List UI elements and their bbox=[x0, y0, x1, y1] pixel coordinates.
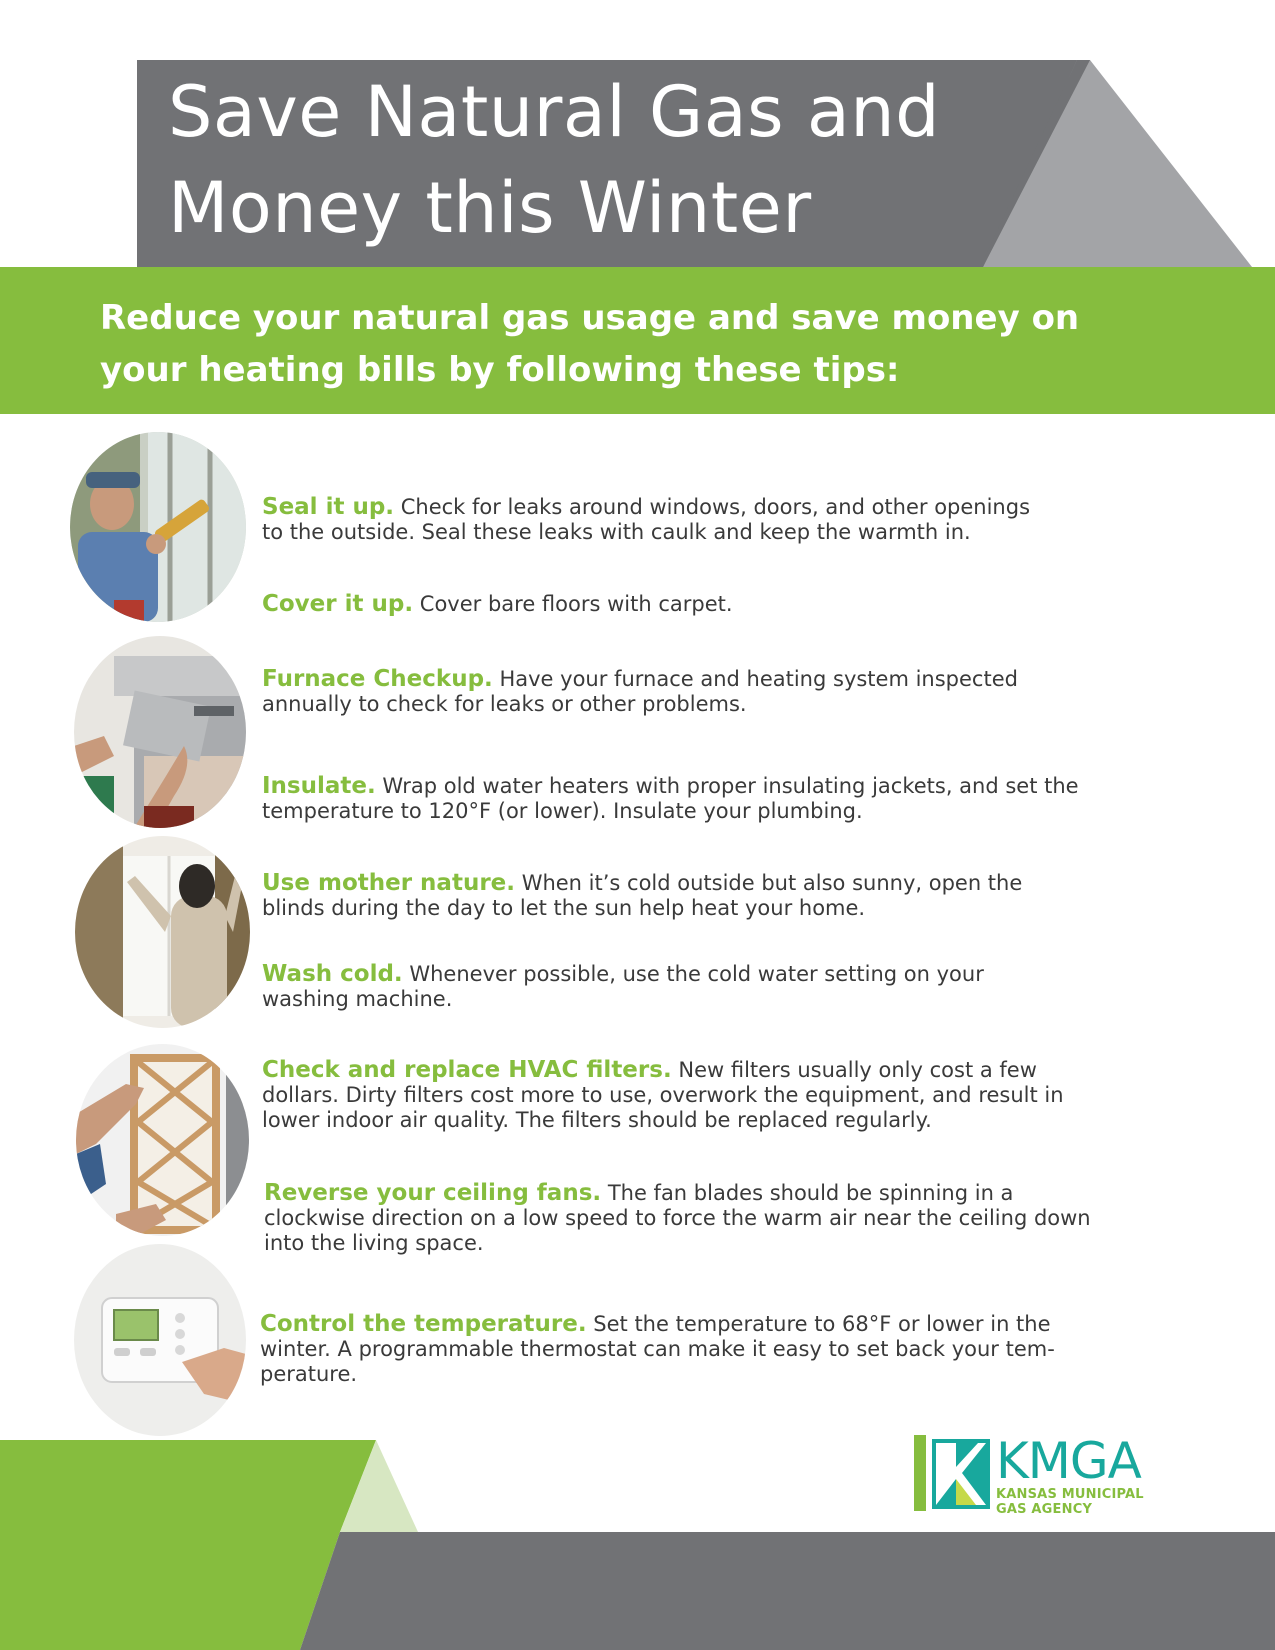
tip-text: The fan blades should be spinning in a bbox=[607, 1181, 1014, 1205]
tip-furnace-checkup bbox=[262, 667, 1222, 717]
logo-sub-line-1: KANSAS MUNICIPAL bbox=[996, 1487, 1144, 1502]
photo-window-blinds bbox=[75, 836, 250, 1028]
tip-text: Cover bare floors with carpet. bbox=[419, 592, 733, 616]
tip-heading: Wash cold. bbox=[262, 961, 403, 987]
tip-heading: Cover it up. bbox=[262, 591, 414, 617]
tip-heading: Insulate. bbox=[262, 773, 376, 799]
tip-text: clockwise direction on a low speed to force the warm air near the ceiling down bbox=[264, 1206, 1091, 1230]
tip-text: dollars. Dirty filters cost more to use, overwork the equipment, and result in bbox=[262, 1083, 1064, 1107]
kmga-logo-mark bbox=[912, 1433, 992, 1513]
title-line-1: Save Natural Gas and bbox=[168, 71, 941, 153]
tip-text: into the living space. bbox=[264, 1231, 484, 1255]
tip-heading: Control the temperature. bbox=[260, 1311, 587, 1337]
tip-hvac-filters bbox=[262, 1058, 1222, 1133]
tip-text: lower indoor air quality. The filters should be replaced regularly. bbox=[262, 1108, 932, 1132]
page-title bbox=[168, 64, 1068, 256]
tip-use-mother-nature bbox=[262, 871, 1222, 921]
logo-sub-line-2: GAS AGENCY bbox=[996, 1502, 1093, 1517]
tip-heading: Check and replace HVAC filters. bbox=[262, 1057, 672, 1083]
tip-text: blinds during the day to let the sun help heat your home. bbox=[262, 896, 866, 920]
tip-heading: Reverse your ceiling fans. bbox=[264, 1180, 602, 1206]
photo-caulking bbox=[70, 432, 246, 622]
tip-text: Check for leaks around windows, doors, and other openings bbox=[400, 495, 1031, 519]
title-line-2: Money this Winter bbox=[168, 167, 812, 249]
tip-text: Wrap old water heaters with proper insulating jackets, and set the bbox=[382, 774, 1079, 798]
photo-furnace bbox=[74, 636, 246, 828]
tip-text: Set the temperature to 68°F or lower in the bbox=[593, 1312, 1051, 1336]
logo-name: KMGA bbox=[996, 1432, 1141, 1490]
tip-cover-it-up bbox=[262, 592, 1222, 617]
subtitle bbox=[100, 292, 1250, 396]
tip-text: winter. A programmable thermostat can make it easy to set back your tem- bbox=[260, 1337, 1055, 1361]
tip-text: perature. bbox=[260, 1362, 358, 1386]
tip-text: temperature to 120°F (or lower). Insulate your plumbing. bbox=[262, 799, 863, 823]
tip-insulate bbox=[262, 774, 1222, 824]
tip-text: washing machine. bbox=[262, 987, 453, 1011]
tip-text: Whenever possible, use the cold water setting on your bbox=[409, 962, 984, 986]
tip-heading: Seal it up. bbox=[262, 494, 395, 520]
photo-thermostat bbox=[74, 1244, 246, 1436]
tip-text: When it’s cold outside but also sunny, open the bbox=[521, 871, 1023, 895]
tip-heading: Use mother nature. bbox=[262, 870, 515, 896]
tip-text: to the outside. Seal these leaks with caulk and keep the warmth in. bbox=[262, 520, 971, 544]
tip-wash-cold bbox=[262, 962, 1222, 1012]
tip-text: Have your furnace and heating system inspected bbox=[499, 667, 1018, 691]
tip-seal-it-up bbox=[262, 495, 1222, 545]
tip-heading: Furnace Checkup. bbox=[262, 666, 493, 692]
tip-ceiling-fans bbox=[264, 1181, 1224, 1256]
subtitle-line-2: your heating bills by following these tips: bbox=[100, 350, 900, 390]
tip-control-temperature bbox=[260, 1312, 1220, 1387]
tip-text: New filters usually only cost a few bbox=[678, 1058, 1037, 1082]
photo-hvac-filter bbox=[76, 1044, 249, 1236]
subtitle-line-1: Reduce your natural gas usage and save money on bbox=[100, 298, 1080, 338]
tip-text: annually to check for leaks or other problems. bbox=[262, 692, 747, 716]
